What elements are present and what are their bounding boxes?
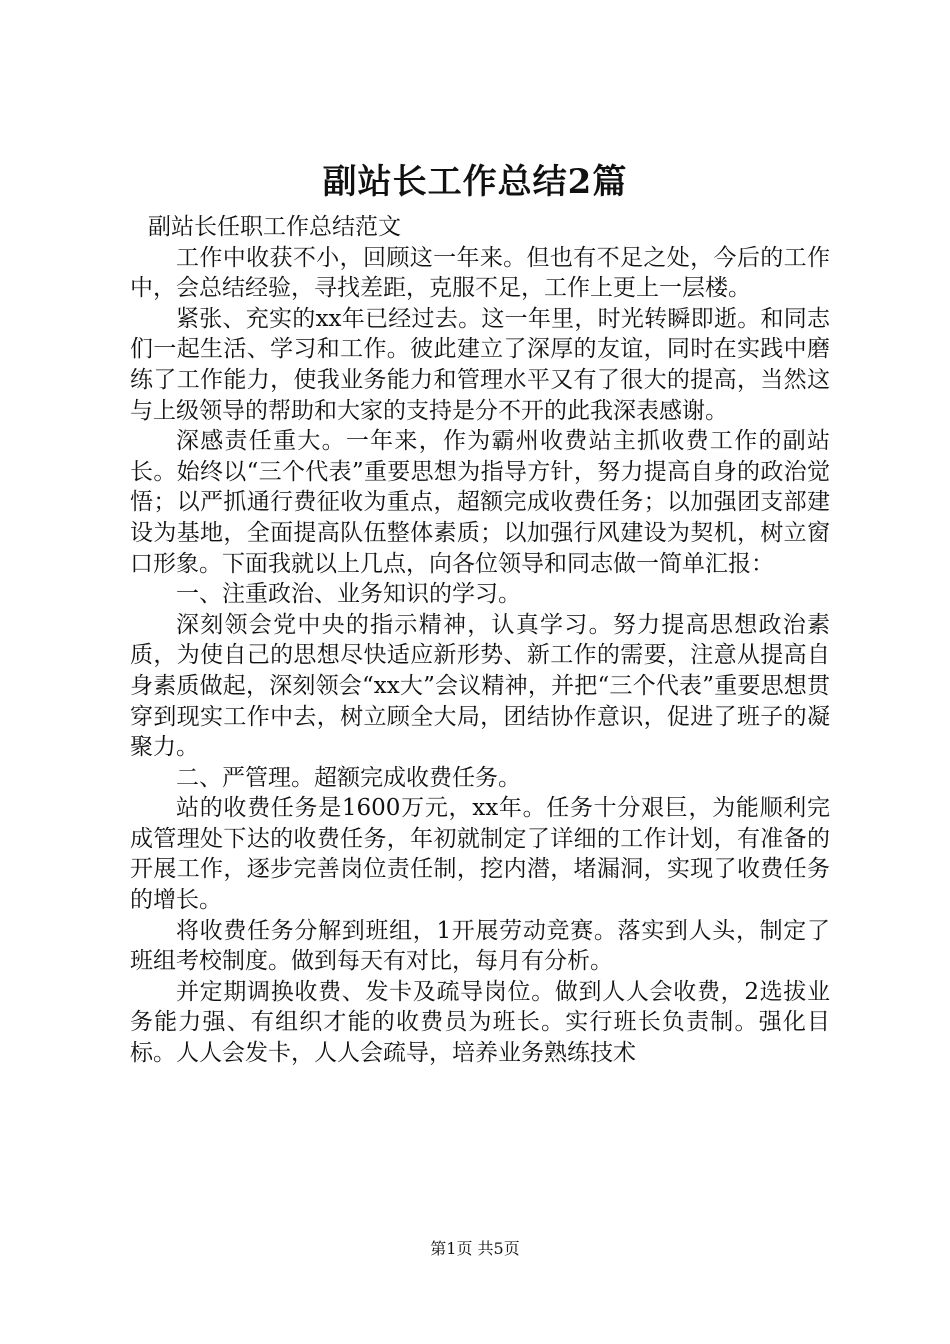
section-heading: 一、注重政治、业务知识的学习。 xyxy=(176,581,521,608)
subtitle-paragraph: 副站长任职工作总结范文 xyxy=(148,214,401,240)
body-paragraph: 紧张、充实的xx年已经过去。这一年里，时光转瞬即逝。和同志们一起生活、学习和工作。彼此建立了深厚的友谊，同时在实践中磨练了工作能力，使我业务能力和管理水平又有了很大的提高，当然这与上级领导的帮助和大家的支持是分不开的此我深表感谢。 xyxy=(130,305,830,424)
section-heading: 二、严管理。超额完成收费任务。 xyxy=(176,764,521,791)
body-paragraph: 并定期调换收费、发卡及疏导岗位。做到人人会收费，2选拔业务能力强、有组织才能的收费员为班长。实行班长负责制。强化目标。人人会发卡，人人会疏导，培养业务熟练技术 xyxy=(130,978,830,1067)
body-paragraph: 将收费任务分解到班组，1开展劳动竞赛。落实到人头，制定了班组考校制度。做到每天有对比，每月有分析。 xyxy=(130,917,830,975)
document-title: 副站长工作总结2篇 xyxy=(322,162,628,202)
body-paragraph: 工作中收获不小，回顾这一年来。但也有不足之处，今后的工作中，会总结经验，寻找差距，克服不足，工作上更上一层楼。 xyxy=(130,244,830,302)
body-paragraph: 站的收费任务是1600万元，xx年。任务十分艰巨，为能顺利完成管理处下达的收费任务，年初就制定了详细的工作计划，有准备的开展工作，逐步完善岗位责任制，挖内潜，堵漏洞，实现了收费任务的增长。 xyxy=(130,795,830,914)
body-paragraph: 深感责任重大。一年来，作为霸州收费站主抓收费工作的副站长。始终以“三个代表”重要思想为指导方针，努力提高自身的政治觉悟；以严抓通行费征收为重点，超额完成收费任务；以加强团支部建设为基地，全面提高队伍整体素质；以加强行风建设为契机，树立窗口形象。下面我就以上几点，向各位领导和同志做一简单汇报： xyxy=(130,428,830,577)
body-paragraph: 深刻领会党中央的指示精神，认真学习。努力提高思想政治素质，为使自己的思想尽快适应新形势、新工作的需要，注意从提高自身素质做起，深刻领会“xx大”会议精神，并把“三个代表”重要思想贯穿到现实工作中去，树立顾全大局，团结协作意识，促进了班子的凝聚力。 xyxy=(130,611,830,761)
document-body xyxy=(130,212,830,1069)
page-footer: 第1页 共5页 xyxy=(430,1239,520,1258)
